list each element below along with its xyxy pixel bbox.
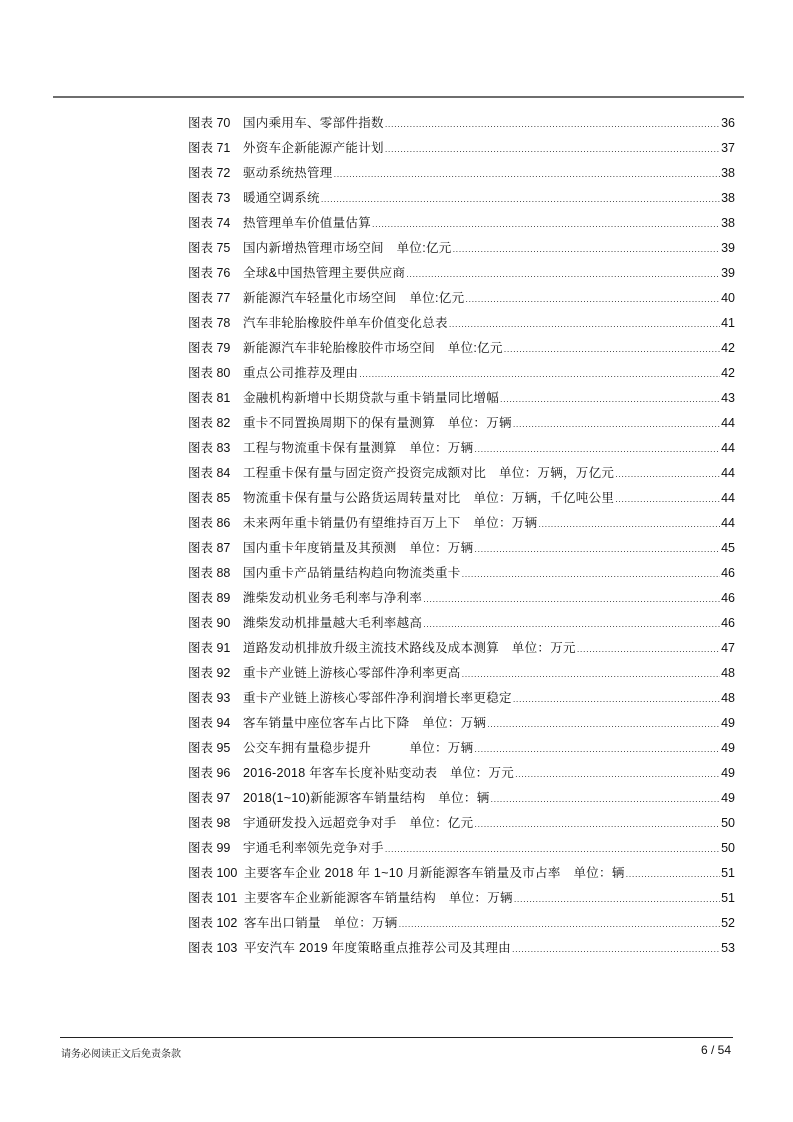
- dot-leader: [500, 387, 720, 412]
- toc-entry-73[interactable]: [188, 186, 735, 211]
- toc-entry-title: 国内重卡产品销量结构趋向物流类重卡: [243, 566, 461, 580]
- toc-entry-label: 图表 85: [188, 491, 231, 505]
- toc-entry-label: 图表 82: [188, 416, 231, 430]
- toc-entry-label: 图表 101: [188, 891, 238, 905]
- toc-entry-label: 图表 72: [188, 166, 231, 180]
- toc-entry-label: 图表 95: [188, 741, 231, 755]
- toc-entry-label: 图表 83: [188, 441, 231, 455]
- toc-entry-title: 客车出口销量 单位：万辆: [244, 916, 398, 930]
- toc-entry-title: 金融机构新增中长期贷款与重卡销量同比增幅: [243, 391, 500, 405]
- dot-leader: [453, 237, 721, 262]
- dot-leader: [538, 512, 720, 537]
- toc-entry-page: 44: [721, 416, 735, 430]
- toc-entry-title: 2016-2018 年客车长度补贴变动表 单位：万元: [243, 766, 515, 780]
- toc-entry-page: 46: [721, 566, 735, 580]
- toc-entry-page: 50: [721, 816, 735, 830]
- toc-entry-label: 图表 99: [188, 841, 231, 855]
- toc-entry-page: 39: [721, 241, 735, 255]
- toc-entry-title: 重卡产业链上游核心零部件净利率更高: [243, 666, 461, 680]
- dot-leader: [512, 937, 720, 962]
- toc-entry-81[interactable]: [188, 386, 735, 411]
- dot-leader: [449, 312, 720, 337]
- toc-entry-page: 49: [721, 716, 735, 730]
- toc-entry-page: 49: [721, 791, 735, 805]
- footer-disclaimer: 请务必阅读正文后免责条款: [61, 1049, 181, 1060]
- toc-entry-86[interactable]: [188, 511, 735, 536]
- toc-entry-title: 汽车非轮胎橡胶件单车价值变化总表: [243, 316, 448, 330]
- toc-entry-79[interactable]: [188, 336, 735, 361]
- toc-entry-label: 图表 71: [188, 141, 231, 155]
- toc-entry-label: 图表 91: [188, 641, 231, 655]
- dot-leader: [474, 537, 720, 562]
- toc-entry-page: 48: [721, 691, 735, 705]
- toc-entry-title: 宇通研发投入远超竞争对手 单位：亿元: [243, 816, 474, 830]
- footer-divider: [60, 1037, 733, 1038]
- toc-entry-title: 国内新增热管理市场空间 单位:亿元: [243, 241, 452, 255]
- toc-entry-page: 45: [721, 541, 735, 555]
- toc-entry-label: 图表 77: [188, 291, 231, 305]
- dot-leader: [474, 737, 720, 762]
- toc-entry-title: 主要客车企业新能源客车销量结构 单位：万辆: [244, 891, 513, 905]
- toc-entry-title: 驱动系统热管理: [243, 166, 333, 180]
- toc-entry-100[interactable]: [188, 861, 735, 886]
- toc-entry-99[interactable]: [188, 836, 735, 861]
- toc-entry-87[interactable]: [188, 536, 735, 561]
- toc-entry-label: 图表 98: [188, 816, 231, 830]
- toc-entry-84[interactable]: [188, 461, 735, 486]
- toc-entry-page: 44: [721, 466, 735, 480]
- toc-entry-label: 图表 100: [188, 866, 238, 880]
- toc-entry-98[interactable]: [188, 811, 735, 836]
- toc-entry-82[interactable]: [188, 411, 735, 436]
- toc-entry-title: 平安汽车 2019 年度策略重点推荐公司及其理由: [244, 941, 511, 955]
- toc-entry-80[interactable]: [188, 361, 735, 386]
- toc-entry-page: 52: [721, 916, 735, 930]
- toc-entry-title: 国内重卡年度销量及其预测 单位：万辆: [243, 541, 474, 555]
- dot-leader: [513, 687, 720, 712]
- toc-entry-title: 工程与物流重卡保有量测算 单位：万辆: [243, 441, 474, 455]
- toc-entry-93[interactable]: [188, 686, 735, 711]
- toc-entry-label: 图表 89: [188, 591, 231, 605]
- toc-entry-71[interactable]: [188, 136, 735, 161]
- toc-entry-label: 图表 74: [188, 216, 231, 230]
- dot-leader: [406, 262, 720, 287]
- dot-leader: [321, 187, 720, 212]
- dot-leader: [626, 862, 720, 887]
- toc-entry-74[interactable]: [188, 211, 735, 236]
- toc-entry-title: 重卡产业链上游核心零部件净利润增长率更稳定: [243, 691, 512, 705]
- toc-entry-page: 51: [721, 866, 735, 880]
- toc-entry-page: 49: [721, 741, 735, 755]
- toc-entry-label: 图表 81: [188, 391, 231, 405]
- dot-leader: [385, 837, 720, 862]
- toc-entry-label: 图表 97: [188, 791, 231, 805]
- toc-entry-label: 图表 80: [188, 366, 231, 380]
- dot-leader: [513, 412, 720, 437]
- toc-entry-page: 44: [721, 516, 735, 530]
- toc-entry-label: 图表 70: [188, 116, 231, 130]
- dot-leader: [515, 762, 720, 787]
- dot-leader: [334, 162, 720, 187]
- toc-entry-page: 47: [721, 641, 735, 655]
- toc-entry-title: 宇通毛利率领先竞争对手: [243, 841, 384, 855]
- dot-leader: [462, 562, 720, 587]
- toc-entry-title: 重卡不同置换周期下的保有量测算 单位：万辆: [243, 416, 512, 430]
- toc-entry-title: 外资车企新能源产能计划: [243, 141, 384, 155]
- toc-entry-page: 38: [721, 216, 735, 230]
- toc-entry-title: 国内乘用车、零部件指数: [243, 116, 384, 130]
- toc-entry-label: 图表 103: [188, 941, 238, 955]
- toc-entry-label: 图表 73: [188, 191, 231, 205]
- toc-entry-page: 40: [721, 291, 735, 305]
- dot-leader: [423, 587, 720, 612]
- toc-entry-page: 46: [721, 616, 735, 630]
- toc-entry-page: 44: [721, 491, 735, 505]
- toc-entry-page: 49: [721, 766, 735, 780]
- toc-entry-label: 图表 93: [188, 691, 231, 705]
- toc-entry-label: 图表 90: [188, 616, 231, 630]
- toc-entry-title: 重点公司推荐及理由: [243, 366, 359, 380]
- toc-entry-label: 图表 79: [188, 341, 231, 355]
- toc-entry-title: 物流重卡保有量与公路货运周转量对比 单位：万辆，千亿吨公里: [243, 491, 615, 505]
- header-divider: [53, 96, 744, 98]
- dot-leader: [359, 362, 720, 387]
- toc-entry-102[interactable]: [188, 911, 735, 936]
- toc-entry-page: 44: [721, 441, 735, 455]
- toc-entry-page: 37: [721, 141, 735, 155]
- toc-entry-title: 客车销量中座位客车占比下降 单位：万辆: [243, 716, 487, 730]
- dot-leader: [385, 112, 720, 137]
- toc-entry-101[interactable]: [188, 886, 735, 911]
- toc-entry-page: 50: [721, 841, 735, 855]
- dot-leader: [385, 137, 720, 162]
- toc-entry-label: 图表 96: [188, 766, 231, 780]
- dot-leader: [423, 612, 720, 637]
- toc-entry-page: 53: [721, 941, 735, 955]
- toc-entry-page: 41: [721, 316, 735, 330]
- toc-entry-label: 图表 88: [188, 566, 231, 580]
- table-of-figures: [188, 111, 735, 961]
- toc-entry-70[interactable]: [188, 111, 735, 136]
- toc-entry-title: 潍柴发动机业务毛利率与净利率: [243, 591, 423, 605]
- dot-leader: [504, 337, 720, 362]
- toc-entry-103[interactable]: [188, 936, 735, 961]
- toc-entry-77[interactable]: [188, 286, 735, 311]
- toc-entry-83[interactable]: [188, 436, 735, 461]
- toc-entry-page: 36: [721, 116, 735, 130]
- toc-entry-91[interactable]: [188, 636, 735, 661]
- toc-entry-page: 48: [721, 666, 735, 680]
- dot-leader: [615, 487, 720, 512]
- dot-leader: [514, 887, 720, 912]
- toc-entry-label: 图表 94: [188, 716, 231, 730]
- toc-entry-95[interactable]: [188, 736, 735, 761]
- toc-entry-88[interactable]: [188, 561, 735, 586]
- toc-entry-85[interactable]: [188, 486, 735, 511]
- dot-leader: [474, 812, 720, 837]
- dot-leader: [487, 712, 720, 737]
- toc-entry-title: 公交车拥有量稳步提升 单位：万辆: [243, 741, 474, 755]
- toc-entry-page: 39: [721, 266, 735, 280]
- toc-entry-title: 新能源汽车轻量化市场空间 单位:亿元: [243, 291, 465, 305]
- toc-entry-page: 38: [721, 191, 735, 205]
- dot-leader: [491, 787, 721, 812]
- toc-entry-label: 图表 76: [188, 266, 231, 280]
- toc-entry-page: 51: [721, 891, 735, 905]
- toc-entry-76[interactable]: [188, 261, 735, 286]
- toc-entry-title: 道路发动机排放升级主流技术路线及成本测算 单位：万元: [243, 641, 576, 655]
- toc-entry-90[interactable]: [188, 611, 735, 636]
- dot-leader: [465, 287, 720, 312]
- dot-leader: [372, 212, 720, 237]
- toc-entry-label: 图表 84: [188, 466, 231, 480]
- toc-entry-label: 图表 102: [188, 916, 238, 930]
- toc-entry-label: 图表 86: [188, 516, 231, 530]
- toc-entry-title: 2018(1~10)新能源客车销量结构 单位：辆: [243, 791, 490, 805]
- toc-entry-title: 工程重卡保有量与固定资产投资完成额对比 单位：万辆，万亿元: [243, 466, 615, 480]
- toc-entry-89[interactable]: [188, 586, 735, 611]
- toc-entry-label: 图表 78: [188, 316, 231, 330]
- toc-entry-page: 42: [721, 341, 735, 355]
- toc-entry-title: 暖通空调系统: [243, 191, 320, 205]
- toc-entry-label: 图表 92: [188, 666, 231, 680]
- toc-entry-label: 图表 87: [188, 541, 231, 555]
- dot-leader: [474, 437, 720, 462]
- toc-entry-page: 42: [721, 366, 735, 380]
- toc-entry-97[interactable]: [188, 786, 735, 811]
- toc-entry-78[interactable]: [188, 311, 735, 336]
- toc-entry-title: 潍柴发动机排量越大毛利率越高: [243, 616, 423, 630]
- dot-leader: [399, 912, 720, 937]
- page-number: 6 / 54: [700, 1043, 731, 1057]
- toc-entry-title: 全球&中国热管理主要供应商: [243, 266, 406, 280]
- toc-entry-label: 图表 75: [188, 241, 231, 255]
- dot-leader: [577, 637, 720, 662]
- toc-entry-title: 热管理单车价值量估算: [243, 216, 372, 230]
- toc-entry-title: 未来两年重卡销量仍有望维持百万上下 单位：万辆: [243, 516, 538, 530]
- toc-entry-title: 主要客车企业 2018 年 1~10 月新能源客车销量及市占率 单位：辆: [244, 866, 625, 880]
- toc-entry-96[interactable]: [188, 761, 735, 786]
- toc-entry-92[interactable]: [188, 661, 735, 686]
- toc-entry-title: 新能源汽车非轮胎橡胶件市场空间 单位:亿元: [243, 341, 503, 355]
- toc-entry-page: 38: [721, 166, 735, 180]
- toc-entry-page: 43: [721, 391, 735, 405]
- toc-entry-72[interactable]: [188, 161, 735, 186]
- toc-entry-94[interactable]: [188, 711, 735, 736]
- dot-leader: [462, 662, 720, 687]
- dot-leader: [615, 462, 720, 487]
- toc-entry-page: 46: [721, 591, 735, 605]
- toc-entry-75[interactable]: [188, 236, 735, 261]
